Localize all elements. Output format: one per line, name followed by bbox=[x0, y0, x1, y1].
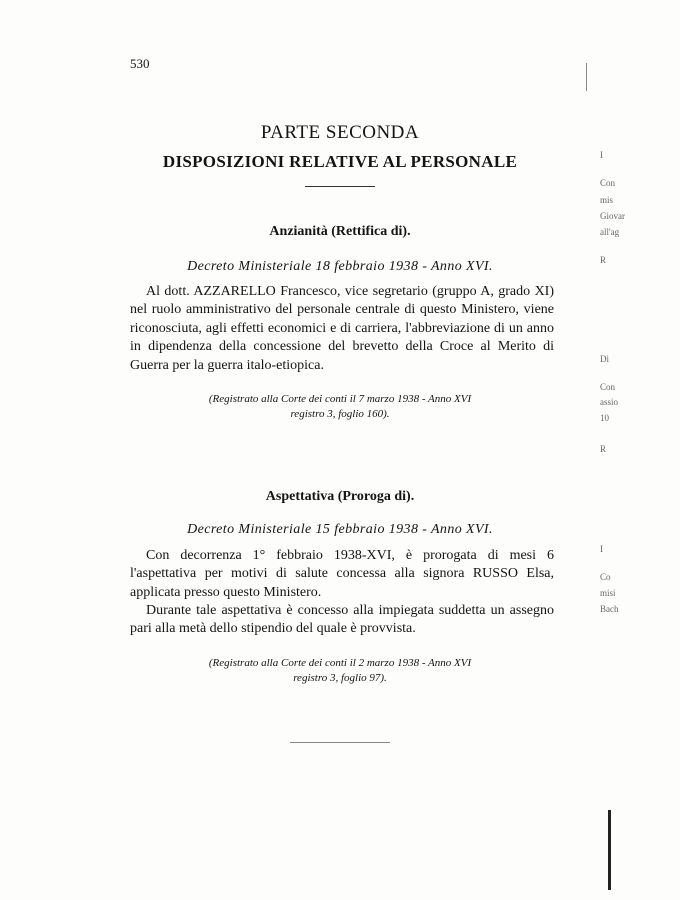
paragraph-aspettativa-1: Con decorrenza 1° febbraio 1938-XVI, è prorogata di mesi 6 l'aspettativa per motivi di salute concessa alla signora RUSSO Elsa, applicata presso questo Ministero. bbox=[130, 548, 554, 600]
page-edge-mark bbox=[586, 63, 587, 91]
margin-fragment: R bbox=[600, 255, 607, 265]
margin-fragment: all'ag bbox=[600, 227, 620, 237]
decree-line-anzianita: Decreto Ministeriale 18 febbraio 1938 - Anno XVI. bbox=[187, 259, 493, 274]
margin-fragment: I bbox=[600, 150, 603, 160]
margin-fragment: 10 bbox=[600, 413, 609, 423]
part-title: PARTE SECONDA bbox=[260, 122, 420, 143]
binding-edge bbox=[608, 810, 611, 890]
margin-fragment: Con bbox=[600, 178, 616, 188]
margin-fragment: mis bbox=[600, 195, 614, 205]
margin-fragment: Di bbox=[600, 354, 609, 364]
margin-fragment: R bbox=[600, 444, 607, 454]
margin-fragment: Co bbox=[600, 572, 611, 582]
facing-page-bleed bbox=[600, 0, 625, 900]
registration-line: (Registrato alla Corte dei conti il 2 marzo 1938 - Anno XVI bbox=[208, 657, 472, 669]
block-title-anzianita: Anzianità (Rettifica di). bbox=[269, 224, 411, 239]
paragraph-anzianita: Al dott. AZZARELLO Francesco, vice segretario (gruppo A, grado XI) nel ruolo amministrativo del personale centrale di questo Ministero, viene riconosciuta, agli effetti economici e di carriera, l'abbreviazione di un anno in dipendenza della concessione del brevetto della Croce al Merito di Guerra per la guerra italo-etiopica. bbox=[130, 284, 554, 373]
margin-fragment: Bach bbox=[600, 604, 619, 614]
margin-fragment: Giovar bbox=[600, 211, 625, 221]
registration-line: registro 3, foglio 97). bbox=[293, 672, 387, 684]
block-title-aspettativa: Aspettativa (Proroga di). bbox=[265, 489, 415, 504]
title-divider bbox=[305, 186, 375, 187]
page-number: 530 bbox=[130, 56, 150, 71]
registration-line: (Registrato alla Corte dei conti il 7 marzo 1938 - Anno XVI bbox=[208, 393, 472, 405]
margin-fragment: I bbox=[600, 544, 603, 554]
closing-divider bbox=[290, 742, 390, 743]
margin-fragment: Con bbox=[600, 382, 616, 392]
margin-fragment: assio bbox=[600, 397, 618, 407]
paragraph-aspettativa-2: Durante tale aspettativa è concesso alla impiegata suddetta un assegno pari alla metà dello stipendio del quale è provvista. bbox=[130, 603, 554, 637]
margin-fragment: misi bbox=[600, 588, 616, 598]
registration-note-anzianita bbox=[0, 392, 680, 422]
section-title: DISPOSIZIONI RELATIVE AL PERSONALE bbox=[162, 152, 518, 171]
decree-line-aspettativa: Decreto Ministeriale 15 febbraio 1938 - Anno XVI. bbox=[187, 522, 493, 537]
registration-line: registro 3, foglio 160). bbox=[290, 408, 390, 420]
registration-note-aspettativa bbox=[0, 656, 680, 686]
